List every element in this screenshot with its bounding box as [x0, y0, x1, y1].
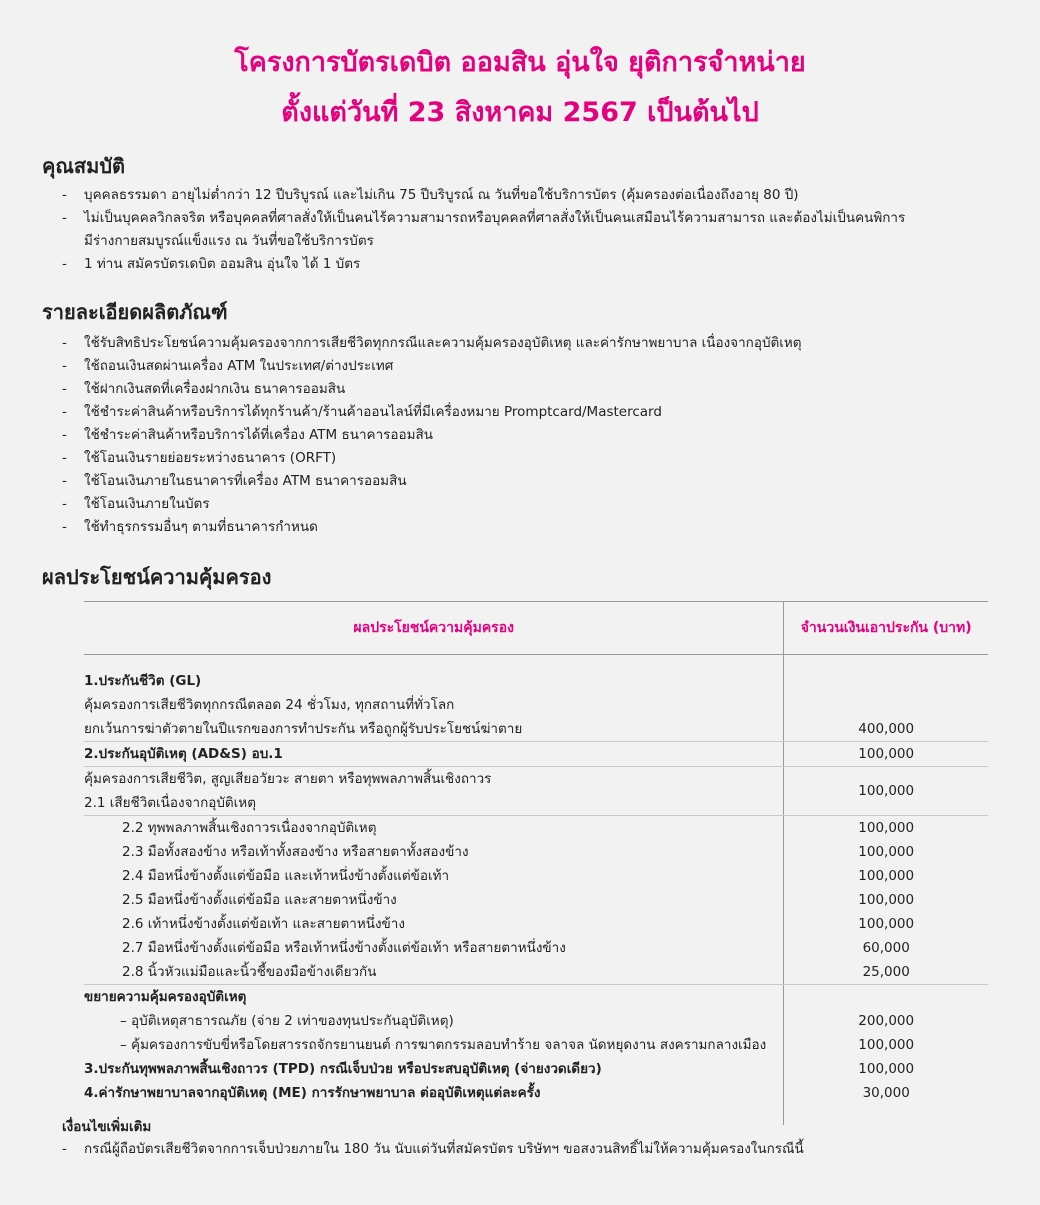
gl-amount: 400,000 [784, 655, 988, 742]
ads-amount: 100,000 [784, 742, 988, 767]
qualifications-heading: คุณสมบัติ [42, 154, 126, 178]
table-row: 2.3 มือทั้งสองข้าง หรือเท้าทั้งสองข้าง หรือสายตาทั้งสองข้าง 100,000 [84, 840, 988, 864]
list-item: - ใช้ชำระค่าสินค้าหรือบริการได้ทุกร้านค้า/ร้านค้าออนไลน์ที่มีเครื่องหมาย Promptcard/Mastercard [62, 404, 662, 420]
product-list [62, 332, 962, 539]
gl-desc-2: ยกเว้นการฆ่าตัวตายในปีแรกของการทำประกัน หรือถูกผู้รับประโยชน์ฆ่าตาย [84, 721, 523, 737]
col-benefit-header: ผลประโยชน์ความคุ้มครอง [84, 602, 784, 655]
ads-desc: คุ้มครองการเสียชีวิต, สูญเสียอวัยวะ สายตา หรือทุพพลภาพสิ้นเชิงถาวร [84, 771, 492, 787]
gl-title: 1.ประกันชีวิต (GL) [84, 673, 202, 689]
list-item: - ใช้โอนเงินภายในบัตร [62, 496, 210, 512]
table-row: 2.4 มือหนึ่งข้างตั้งแต่ข้อมือ และเท้าหนึ่งข้างตั้งแต่ข้อเท้า 100,000 [84, 864, 988, 888]
benefits-heading: ผลประโยชน์ความคุ้มครอง [42, 565, 272, 589]
tpd-label: 3.ประกันทุพพลภาพสิ้นเชิงถาวร (TPD) กรณีเจ็บป่วย หรือประสบอุบัติเหตุ (จ่ายงวดเดียว) [84, 1057, 784, 1081]
table-row [84, 1057, 988, 1081]
list-item: - ใช้ทำธุรกรรมอื่นๆ ตามที่ธนาคารกำหนด [62, 519, 318, 535]
list-item: - 1 ท่าน สมัครบัตรเดบิต ออมสิน อุ่นใจ ได้ 1 บัตร [62, 256, 361, 272]
tpd-amount: 100,000 [858, 1061, 915, 1077]
table-row: 2.5 มือหนึ่งข้างตั้งแต่ข้อมือ และสายตาหนึ่งข้าง 100,000 [84, 888, 988, 912]
me-amount: 30,000 [862, 1085, 910, 1101]
title-block [0, 38, 1040, 138]
qualifications-list [62, 184, 962, 276]
ext-title: ขยายความคุ้มครองอุบัติเหตุ [84, 985, 784, 1010]
conditions-list [62, 1138, 962, 1161]
list-item: - ใช้โอนเงินรายย่อยระหว่างธนาคาร (ORFT) [62, 450, 337, 466]
table-row [84, 1081, 988, 1125]
list-item: - กรณีผู้ถือบัตรเสียชีวิตจากการเจ็บป่วยภายใน 180 วัน นับแต่วันที่สมัครบัตร บริษัทฯ ขอสงวนสิทธิ์ไม่ให้ความคุ้มครองในกรณีนี้ [62, 1141, 804, 1157]
list-item: - ใช้รับสิทธิประโยชน์ความคุ้มครองจากการเสียชีวิตทุกกรณีและความคุ้มครองอุบัติเหตุ และค่ารักษาพยาบาล เนื่องจากอุบัติเหตุ [62, 335, 802, 351]
gl-desc-1: คุ้มครองการเสียชีวิตทุกกรณีตลอด 24 ชั่วโมง, ทุกสถานที่ทั่วโลก [84, 697, 455, 713]
item-2-1-amount: 100,000 [784, 767, 988, 816]
product-heading: รายละเอียดผลิตภัณฑ์ [42, 300, 228, 324]
item-2-1-label: 2.1 เสียชีวิตเนื่องจากอุบัติเหตุ [84, 795, 256, 811]
list-item: - ใช้โอนเงินภายในธนาคารที่เครื่อง ATM ธนาคารออมสิน [62, 473, 407, 489]
table-row: 2.6 เท้าหนึ่งข้างตั้งแต่ข้อเท้า และสายตาหนึ่งข้าง 100,000 [84, 912, 988, 936]
list-item: - ไม่เป็นบุคคลวิกลจริต หรือบุคคลที่ศาลสั่งให้เป็นคนไร้ความสามารถหรือบุคคลที่ศาลสั่งให้เป็นคนเสมือนไร้ความสามารถ และต้องไม่เป็นคนพิการ มีร่างกายสมบูรณ์แข็งแรง ณ วันที่ขอใช้บริการบัตร [62, 210, 906, 249]
table-header-row [84, 602, 988, 655]
list-item: - ใช้ถอนเงินสดผ่านเครื่อง ATM ในประเทศ/ต่างประเทศ [62, 358, 394, 374]
me-label: 4.ค่ารักษาพยาบาลจากอุบัติเหตุ (ME) การรักษาพยาบาล ต่ออุบัติเหตุแต่ละครั้ง [84, 1081, 784, 1125]
conditions-heading: เงื่อนไขเพิ่มเติม [62, 1119, 152, 1135]
page-subtitle: ตั้งแต่วันที่ 23 สิงหาคม 2567 เป็นต้นไป [281, 97, 759, 128]
table-row: 2.8 นิ้วหัวแม่มือและนิ้วชี้ของมือข้างเดียวกัน 25,000 [84, 960, 988, 985]
ads-title: 2.ประกันอุบัติเหตุ (AD&S) อบ.1 [84, 742, 784, 767]
table-row [84, 985, 988, 1010]
table-row: – คุ้มครองการขับขี่หรือโดยสารรถจักรยานยนต์ การฆาตกรรมลอบทำร้าย จลาจล นัดหยุดงาน สงครามกลางเมือง 100,000 [84, 1033, 988, 1057]
list-item: - ใช้ชำระค่าสินค้าหรือบริการได้ที่เครื่อง ATM ธนาคารออมสิน [62, 427, 433, 443]
table-row [84, 742, 988, 767]
table-row: 2.7 มือหนึ่งข้างตั้งแต่ข้อมือ หรือเท้าหนึ่งข้างตั้งแต่ข้อเท้า หรือสายตาหนึ่งข้าง 60,000 [84, 936, 988, 960]
list-item: - ใช้ฝากเงินสดที่เครื่องฝากเงิน ธนาคารออมสิน [62, 381, 346, 397]
col-amount-header: จำนวนเงินเอาประกัน (บาท) [784, 602, 988, 655]
table-row: 2.2 ทุพพลภาพสิ้นเชิงถาวรเนื่องจากอุบัติเหตุ 100,000 [84, 816, 988, 841]
list-item: - บุคคลธรรมดา อายุไม่ต่ำกว่า 12 ปีบริบูรณ์ และไม่เกิน 75 ปีบริบูรณ์ ณ วันที่ขอใช้บริการบัตร (คุ้มครองต่อเนื่องถึงอายุ 80 ปี) [62, 187, 799, 203]
page-title: โครงการบัตรเดบิต ออมสิน อุ่นใจ ยุติการจำหน่าย [234, 47, 806, 78]
table-row [84, 767, 988, 816]
table-row: – อุบัติเหตุสาธารณภัย (จ่าย 2 เท่าของทุนประกันอุบัติเหตุ) 200,000 [84, 1009, 988, 1033]
table-row [84, 655, 988, 742]
benefits-table [84, 601, 988, 1125]
